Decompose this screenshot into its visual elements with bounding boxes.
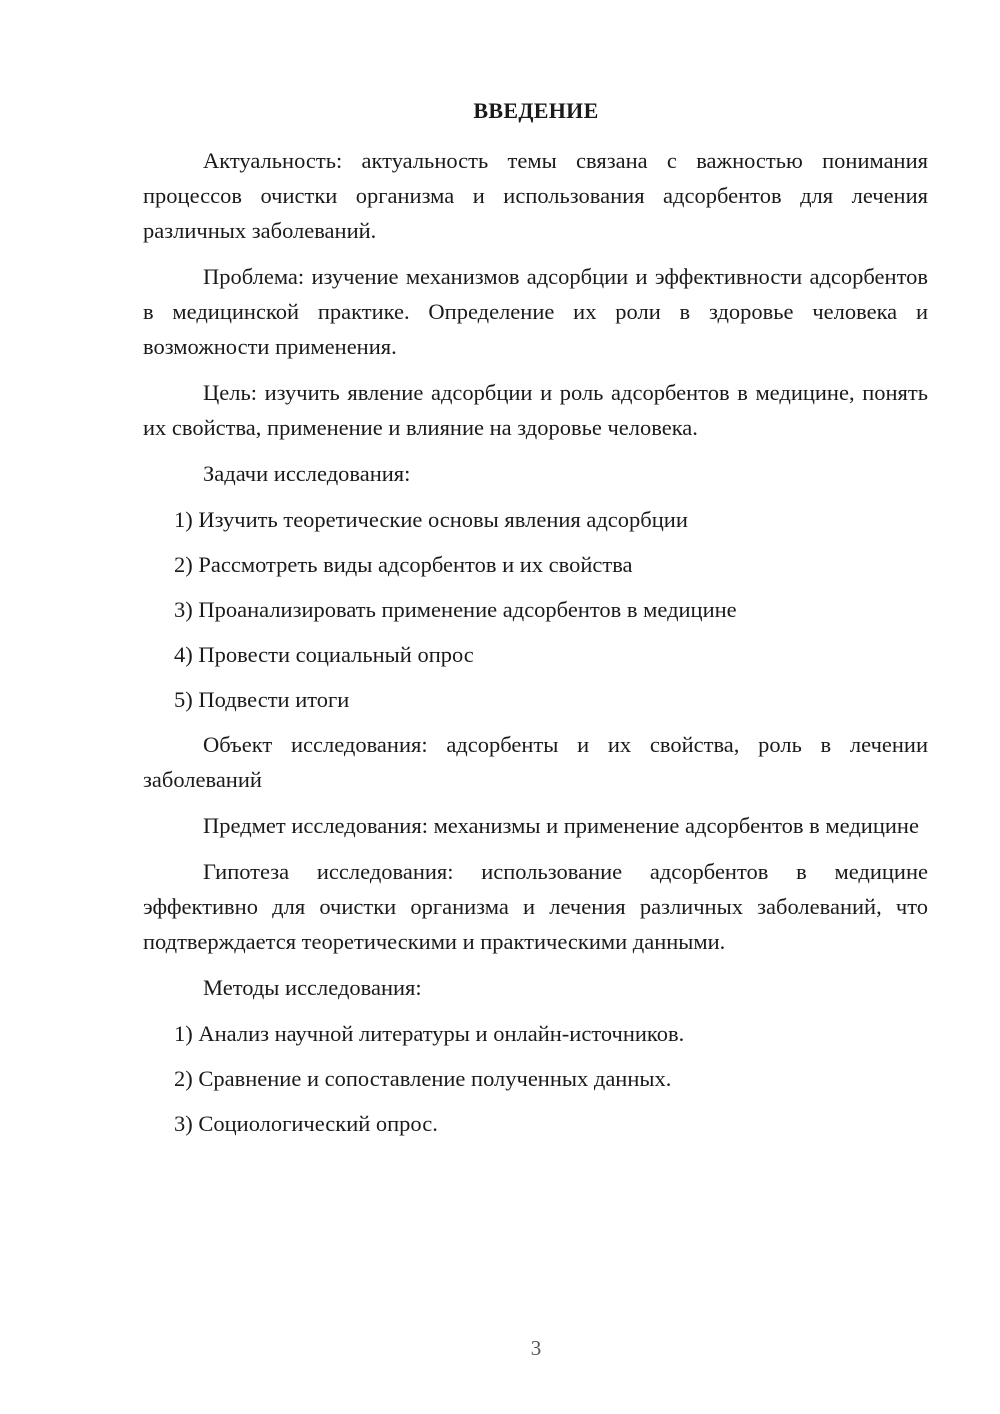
tasks-list <box>143 502 928 717</box>
paragraph-relevance: Актуальность: актуальность темы связана с важностью понимания процессов очистки организма и использования адсорбентов для лечения различных заболеваний. <box>143 148 928 243</box>
paragraph-goal: Цель: изучить явление адсорбции и роль адсорбентов в медицине, понять их свойства, применение и влияние на здоровье человека. <box>143 380 928 440</box>
methods-heading: Методы исследования: <box>203 975 422 1000</box>
list-item: 1) Анализ научной литературы и онлайн-источников. <box>174 1021 685 1046</box>
list-item: 2) Рассмотреть виды адсорбентов и их свойства <box>174 552 633 577</box>
document-body <box>143 143 928 1151</box>
list-item: 3) Проанализировать применение адсорбентов в медицине <box>174 597 737 622</box>
list-item: 5) Подвести итоги <box>174 687 350 712</box>
page-number: 3 <box>530 1336 542 1360</box>
paragraph-problem: Проблема: изучение механизмов адсорбции и эффективности адсорбентов в медицинской практике. Определение их роли в здоровье человека и возможности применения. <box>143 264 928 359</box>
paragraph-subject: Предмет исследования: механизмы и применение адсорбентов в медицине <box>203 813 919 838</box>
paragraph-hypothesis: Гипотеза исследования: использование адсорбентов в медицине эффективно для очистки организма и лечения различных заболеваний, что подтверждается теоретическими и практическими данными. <box>143 859 928 954</box>
tasks-heading: Задачи исследования: <box>203 461 411 486</box>
list-item: 1) Изучить теоретические основы явления адсорбции <box>174 507 688 532</box>
methods-list <box>143 1016 928 1141</box>
paragraph-object: Объект исследования: адсорбенты и их свойства, роль в лечении заболеваний <box>143 732 928 792</box>
list-item: 2) Сравнение и сопоставление полученных данных. <box>174 1066 672 1091</box>
page-title: ВВЕДЕНИЕ <box>473 98 599 123</box>
list-item: 3) Социологический опрос. <box>174 1111 438 1136</box>
list-item: 4) Провести социальный опрос <box>174 642 474 667</box>
